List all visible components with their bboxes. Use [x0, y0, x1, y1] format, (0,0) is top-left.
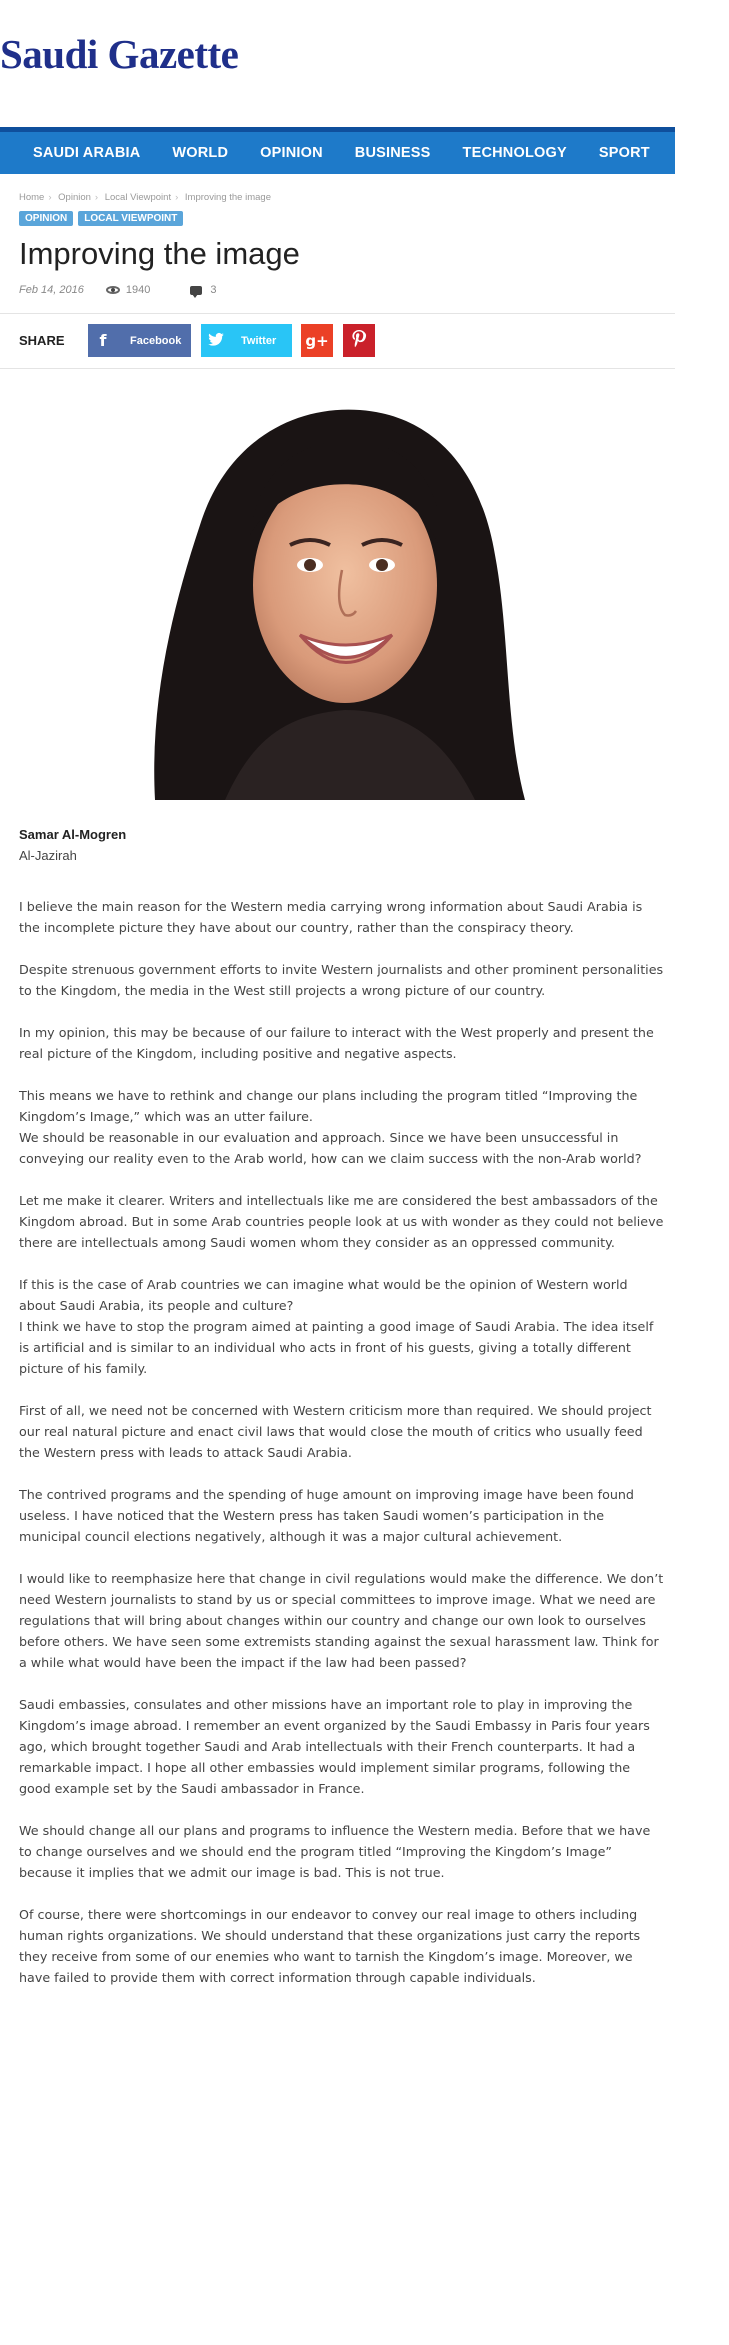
site-logo[interactable]: Saudi Gazette: [0, 31, 239, 77]
google-plus-icon: g+: [305, 331, 329, 350]
main-nav: [0, 132, 729, 174]
nav-item-saudi-arabia[interactable]: SAUDI ARABIA: [33, 145, 141, 161]
publish-date: Feb 14, 2016: [19, 284, 84, 296]
chevron-right-icon: ›: [175, 192, 179, 203]
twitter-icon: [201, 331, 231, 350]
share-label: SHARE: [19, 333, 65, 348]
pinterest-icon: [352, 330, 366, 351]
author-name: Samar Al-Mogren: [19, 827, 127, 842]
article-paragraph: We should change all our plans and programs to influence the Western media. Before that we have to change ourselves and we should end the program titled “Improving the Kingdom’s Image” because it implies that we admit our image is bad. This is not true.: [19, 1823, 651, 1880]
article-paragraph: This means we have to rethink and change our plans including the program titled “Improving the Kingdom’s Image,” which was an utter failure. We should be reasonable in our evaluation and approach. Since we have been unsuccessful in conveying our reality even to the Arab world, how can we claim success with the non-Arab world?: [19, 1088, 642, 1166]
chevron-right-icon: ›: [48, 192, 52, 203]
nav-item-technology[interactable]: TECHNOLOGY: [462, 145, 567, 161]
article-paragraph: I believe the main reason for the Western media carrying wrong information about Saudi Arabia is the incomplete picture they have about our country, rather than the conspiracy theory.: [19, 899, 643, 935]
facebook-label: Facebook: [130, 334, 182, 347]
nav-item-business[interactable]: BUSINESS: [354, 145, 431, 161]
article-paragraph: Of course, there were shortcomings in our endeavor to convey our real image to others including human rights organizations. We should understand that these organizations just carry the reports they receive from some of our enemies who want to tarnish the Kingdom’s image. Moreover, we have failed to provide them with correct information through capable individuals.: [19, 1907, 641, 1985]
twitter-share-button[interactable]: [201, 324, 292, 357]
author-source: Al-Jazirah: [19, 848, 77, 863]
divider: [0, 313, 675, 314]
divider: [0, 368, 675, 369]
article-paragraph: Let me make it clearer. Writers and intellectuals like me are considered the best ambassadors of the Kingdom abroad. But in some Arab countries people look at us with wonder as they could not believe there are intellectuals among Saudi women whom they consider as an oppressed community.: [19, 1193, 664, 1250]
article-paragraph: The contrived programs and the spending of huge amount on improving image have been found useless. I have noticed that the Western press has taken Saudi women’s participation in the municipal council elections negatively, although it was a major cultural achievement.: [19, 1487, 634, 1544]
comment-icon: [190, 286, 202, 295]
facebook-icon: f: [99, 331, 107, 350]
breadcrumb-home[interactable]: Home: [19, 192, 45, 203]
article-paragraph: I would like to reemphasize here that change in civil regulations would make the difference. We don’t need Western journalists to stand by us or special committees to improve image. What we need are regulations that will bring about changes within our country and change our own look to ourselves before others. We have seen some extremists standing against the sexual harassment law. Think for a while what would have been the impact if the law had been passed?: [19, 1571, 664, 1670]
breadcrumb: [19, 192, 275, 203]
google-plus-share-button[interactable]: [301, 324, 333, 357]
view-count: 1940: [125, 284, 151, 296]
category-tags: [19, 211, 188, 226]
nav-item-opinion[interactable]: OPINION: [260, 145, 323, 161]
nav-item-life[interactable]: [682, 145, 729, 161]
eye-icon: [106, 286, 120, 294]
breadcrumb-local-viewpoint[interactable]: Local Viewpoint: [104, 192, 172, 203]
page-title: Improving the image: [19, 236, 300, 271]
article-paragraph: First of all, we need not be concerned with Western criticism more than required. We should project our real natural picture and enact civil laws that would close the mouth of critics who usually feed the Western press with leads to attack Saudi Arabia.: [19, 1403, 652, 1460]
article-paragraph: Saudi embassies, consulates and other missions have an important role to play in improving the Kingdom’s image abroad. I remember an event organized by the Saudi Embassy in Paris four years ago, which brought together Saudi and Arab intellectuals with their French counterparts. It had a remarkable impact. I hope all other embassies would implement similar programs, following the good example set by the Saudi ambassador in France.: [19, 1697, 650, 1796]
article-paragraph: In my opinion, this may be because of our failure to interact with the West properly and present the real picture of the Kingdom, including positive and negative aspects.: [19, 1025, 654, 1061]
breadcrumb-current: Improving the image: [184, 192, 271, 203]
tag-local-viewpoint[interactable]: LOCAL VIEWPOINT: [78, 211, 183, 226]
tag-opinion[interactable]: OPINION: [19, 211, 73, 226]
nav-item-sport[interactable]: SPORT: [598, 145, 650, 161]
article-paragraph: Despite strenuous government efforts to invite Western journalists and other prominent personalities to the Kingdom, the media in the West still projects a wrong picture of our country.: [19, 962, 664, 998]
article-body: [19, 896, 664, 2009]
article-meta: [19, 284, 216, 296]
nav-item-world[interactable]: WORLD: [172, 145, 229, 161]
nav-item-life-label: LIFE: [681, 145, 715, 161]
chevron-right-icon: ›: [94, 192, 99, 203]
author-photo: [130, 405, 560, 800]
twitter-label: Twitter: [241, 334, 277, 347]
chevron-down-icon: ▼: [718, 148, 729, 160]
breadcrumb-opinion[interactable]: Opinion: [58, 192, 91, 203]
pinterest-share-button[interactable]: [343, 324, 375, 357]
comment-count[interactable]: 3: [210, 284, 217, 296]
facebook-share-button[interactable]: [88, 324, 191, 357]
article-paragraph: If this is the case of Arab countries we can imagine what would be the opinion of Western world about Saudi Arabia, its people and culture? I think we have to stop the program aimed at painting a good image of Saudi Arabia. The idea itself is artificial and is similar to an individual who acts in front of his guests, giving a totally different picture of his family.: [19, 1277, 654, 1376]
